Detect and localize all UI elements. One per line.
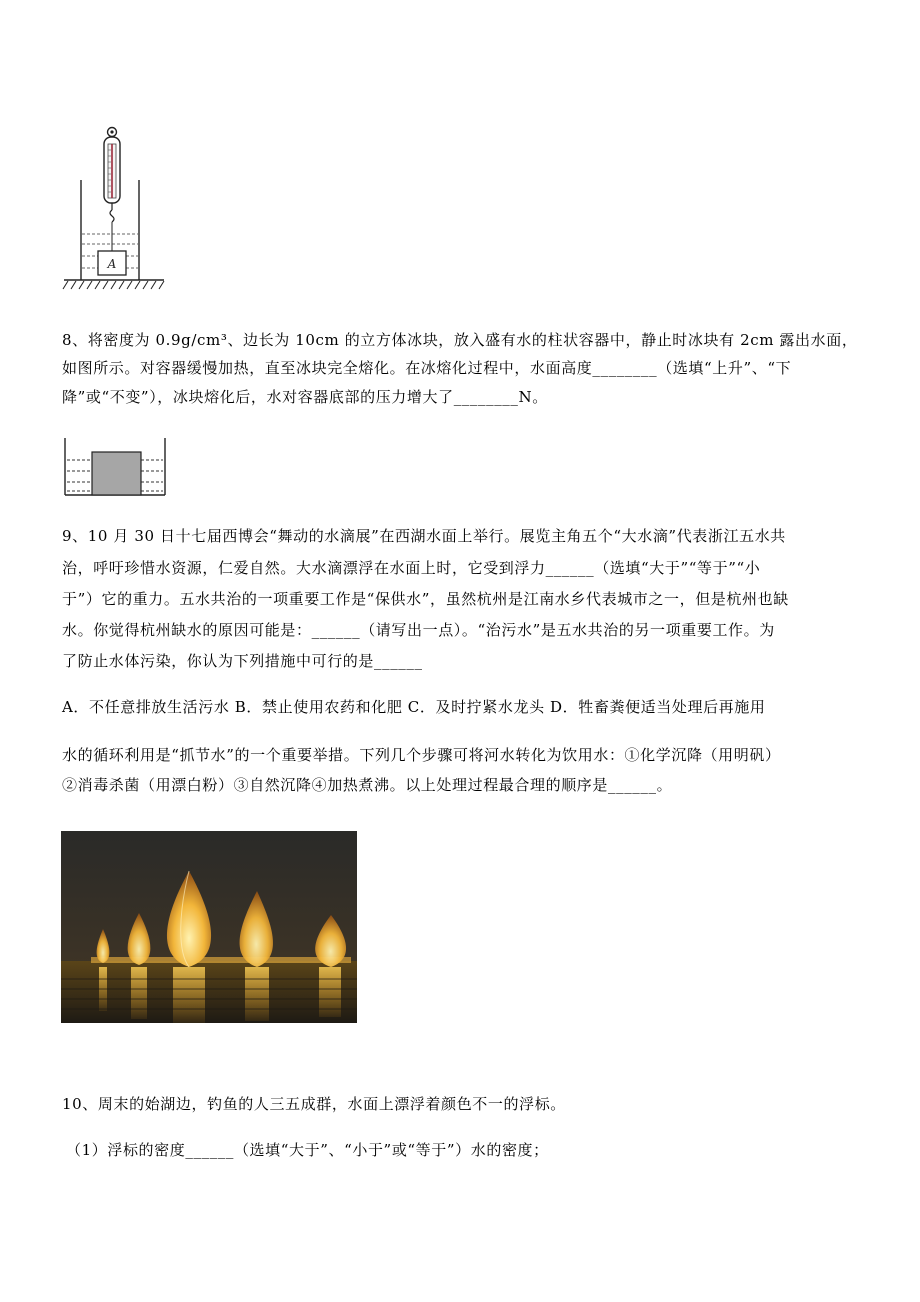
q8-line-1: 8、将密度为 0.9g/cm³、边长为 10cm 的立方体冰块，放入盛有水的柱状容器中，静止时冰块有 2cm 露出水面， <box>62 331 858 349</box>
spring-scale-figure <box>60 124 172 294</box>
block-label: A <box>107 257 117 271</box>
q9-line-1: 9、10 月 30 日十七届西博会“舞动的水滴展”在西湖水面上举行。展览主角五个“大水滴”代表浙江五水共 <box>62 527 786 545</box>
q9-options: A．不任意排放生活污水 B．禁止使用农药和化肥 C．及时拧紧水龙头 D．牲畜粪便适当处理后再施用 <box>62 698 766 716</box>
q10-line-1: 10、周末的始湖边，钓鱼的人三五成群，水面上漂浮着颜色不一的浮标。 <box>62 1095 566 1113</box>
q9-line-5: 了防止水体污染，你认为下列措施中可行的是______ <box>62 652 423 670</box>
q9-line-3: 于”）它的重力。五水共治的一项重要工作是“保供水”，虽然杭州是江南水乡代表城市之一，但是杭州也缺 <box>62 590 789 608</box>
water-drop-photo <box>61 831 357 1023</box>
q8-line-3: 降”或“不变”），冰块熔化后，水对容器底部的压力增大了________N。 <box>62 388 548 406</box>
q8-line-2: 如图所示。对容器缓慢加热，直至冰块完全熔化。在冰熔化过程中，水面高度________（选填“上升”、“下 <box>62 359 792 377</box>
q9-water-cycle-line-1: 水的循环利用是“抓节水”的一个重要举措。下列几个步骤可将河水转化为饮用水：①化学沉降（用明矾） <box>62 746 781 764</box>
q9-line-4: 水。你觉得杭州缺水的原因可能是：______（请写出一点）。“治污水”是五水共治的另一项重要工作。为 <box>62 621 775 639</box>
q9-line-2: 治，呼吁珍惜水资源，仁爱自然。大水滴漂浮在水面上时，它受到浮力______（选填“大于”“等于”“小 <box>62 559 761 577</box>
q9-water-cycle-line-2: ②消毒杀菌（用漂白粉）③自然沉降④加热煮沸。以上处理过程最合理的顺序是______。 <box>62 776 673 794</box>
ice-block-figure <box>63 436 169 498</box>
q10-sub-1: （1）浮标的密度______（选填“大于”、“小于”或“等于”）水的密度； <box>66 1141 549 1159</box>
